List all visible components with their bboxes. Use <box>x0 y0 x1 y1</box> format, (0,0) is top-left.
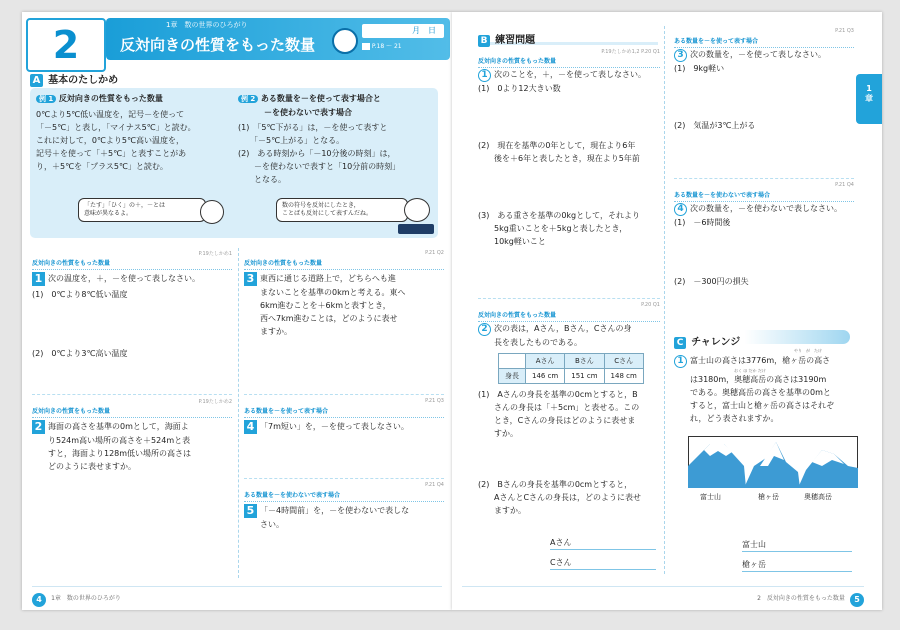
question-2-number: 2 <box>32 420 45 434</box>
section-b-title: 練習問題 <box>495 35 536 46</box>
question-2: 反対向きの性質をもった数量 P.19たしかめ2 2 海面の高さを基準の0mとして，海面よ り524m高い場所の高さを＋524mと表 すと，海面より128m低い場所の高さは どのように表せますか。 <box>32 399 232 471</box>
question-1: 反対向きの性質をもった数量 P.19たしかめ1 1 次の温度を，＋，－を使って表しなさい。 (1) 0℃より8℃低い温度 (2) 0℃より3℃高い温度 <box>32 251 232 358</box>
left-footer <box>32 586 442 603</box>
page-number-right: 5 <box>850 593 864 607</box>
practice-3-number: 3 <box>674 49 687 62</box>
question-4: ある数量を－を使って表す場合 P.21 Q3 4 「7m短い」を，－を使って表しなさい。 <box>244 398 444 433</box>
right-page <box>452 12 882 610</box>
section-c-title: チャレンジ <box>691 337 741 348</box>
question-1-number: 1 <box>32 272 45 286</box>
footer-text-left: 1章 数の世界のひろがり <box>51 595 121 602</box>
date-box[interactable]: 月 日 <box>362 24 444 38</box>
mountain-label-hotaka: 奥穂高岳 <box>804 493 832 501</box>
left-page <box>22 12 452 610</box>
section-a-letter: A <box>30 74 43 87</box>
speech-bubble-2: 数の符号を反対にしたとき， ことばも反対にして表すんだね。 <box>276 198 408 222</box>
chapter-label: 1章 数の世界のひろがり <box>166 21 248 29</box>
example-1-badge: 例 1 <box>36 95 56 103</box>
practice-1-number: 1 <box>478 69 491 82</box>
practice-4: ある数量を－を使わないで表す場合 P.21 Q4 4 次の数量を，－を使わないで表しなさい。 (1) －6時間後 (2) －300円の損失 <box>674 182 854 286</box>
question-3: 反対向きの性質をもった数量 P.21 Q2 3 東西に通じる道路上で，どちらへも進 まないことを基準の0kmと考える。東へ 6km進むことを＋6kmと表すとき， 西へ7km進むことは，どのように表せ ますか。 <box>244 250 444 336</box>
mountain-label-yari: 槍ヶ岳 <box>758 493 779 501</box>
section-c-letter: C <box>674 337 686 349</box>
challenge-ruby-2: おく ほ だか だけ <box>734 368 766 373</box>
answer-line-yari[interactable]: 槍ヶ岳 <box>742 558 852 572</box>
speech-bubble-1: 「たす」「ひく」の＋，－とは 意味が異なるよ。 <box>78 198 206 222</box>
practice-1: 反対向きの性質をもった数量 P.19たしかめ1,2 P.20 Q1 1 次のことを，＋，－を使って表しなさい。 (1) 0より12大きい数 (2) 現在を基準の0年として，現在より6年 後を＋6年と表したとき，現在より5年前 (3) ある重さを基準の0kgとして，それより 5kg重いことを＋5kgと表したとき， 10kg軽いこと <box>478 49 660 246</box>
practice-2: 反対向きの性質をもった数量 P.20 Q1 2 次の表は，Aさん，Bさん，Cさんの身 長を表したものである。 Aさん Bさん Cさん 身長 146 cm 151 cm 148 cm (1) Aさんの身長を基準の0cmとすると，B さんの身長は「＋5cm」と表せる。この とき，Cさんの身長はどのように表せま すか。 (2) Bさんの身長を基準の0cmとすると， AさんとCさんの身長は，どのように表せ ますか。 <box>478 302 660 515</box>
table-header-b: Bさん <box>565 354 604 369</box>
practice-3: ある数量を－を使って表す場合 P.21 Q3 3 次の数量を，－を使って表しなさい。 (1) 9kg軽い (2) 気温が3℃上がる <box>674 28 854 130</box>
mountain-label-fuji: 富士山 <box>700 493 721 501</box>
right-footer <box>462 586 864 603</box>
question-1-item-1: (1) 0℃より8℃低い温度 <box>32 290 128 299</box>
table-header-c: Cさん <box>604 354 643 369</box>
clock-icon <box>332 28 358 54</box>
book-icon <box>362 43 370 50</box>
practice-2-number: 2 <box>478 323 491 336</box>
section-b-letter: B <box>478 35 490 47</box>
practice-1-item-3: (3) ある重さを基準の0kgとして，それより 5kg重いことを＋5kgと表したとき， 10kg軽いこと <box>478 211 640 246</box>
basics-box <box>30 88 438 238</box>
practice-1-item-2: (2) 現在を基準の0年として，現在より6年 後を＋6年と表したとき，現在より5年前 <box>478 141 640 163</box>
practice-2-item-2: (2) Bさんの身長を基準の0cmとすると， AさんとCさんの身長は，どのように表せ ますか。 <box>478 480 642 515</box>
robot-base-icon <box>398 224 434 234</box>
challenge-1-number: 1 <box>674 355 687 368</box>
question-5-number: 5 <box>244 504 257 518</box>
chapter-number-box <box>26 18 106 72</box>
section-b-heading <box>478 28 658 45</box>
page-title: 反対向きの性質をもった数量 <box>120 36 316 54</box>
chapter-side-tab[interactable]: 1章 <box>856 74 882 124</box>
practice-3-item-1: (1) 9kg軽い <box>674 64 725 73</box>
challenge-ruby-1: やり が たけ <box>794 348 822 353</box>
question-5: ある数量を－を使わないで表す場合 P.21 Q4 5 「－4時間前」を，－を使わないで表しな さい。 <box>244 482 444 529</box>
example-1-title: 反対向きの性質をもった数量 <box>58 94 163 103</box>
column-divider-right <box>664 26 665 574</box>
chapter-header <box>22 12 452 68</box>
section-c-heading <box>674 330 850 348</box>
robot-icon <box>404 198 430 222</box>
practice-1-item-1: (1) 0より12大きい数 <box>478 84 561 93</box>
chapter-number: 2 <box>52 23 80 67</box>
answer-line-c[interactable]: Cさん <box>550 556 656 570</box>
practice-3-item-2: (2) 気温が3℃上がる <box>674 121 756 130</box>
question-3-number: 3 <box>244 272 257 286</box>
example-1 <box>36 92 226 173</box>
question-1-item-2: (2) 0℃より3℃高い温度 <box>32 349 128 358</box>
table-cell-a: 146 cm <box>526 369 565 384</box>
textbook-ref: P.18 ～ 21 <box>362 41 402 50</box>
table-cell-b: 151 cm <box>565 369 604 384</box>
answer-line-a[interactable]: Aさん <box>550 536 656 550</box>
section-a-heading <box>30 68 444 84</box>
section-a-title: 基本のたしかめ <box>48 75 119 86</box>
title-banner <box>106 18 450 60</box>
page-number-left: 4 <box>32 593 46 607</box>
practice-4-item-1: (1) －6時間後 <box>674 218 731 227</box>
question-4-number: 4 <box>244 420 257 434</box>
table-header-blank <box>499 354 526 369</box>
example-2-title: ある数量を－を使って表す場合と <box>260 94 381 103</box>
character-icon <box>200 200 224 224</box>
practice-2-item-1: (1) Aさんの身長を基準の0cmとすると，B さんの身長は「＋5cm」と表せる。この とき，Cさんの身長はどのように表せま すか。 <box>478 390 640 438</box>
example-2 <box>238 92 434 186</box>
example-2-text: (1) 「5℃下がる」は，－を使って表すと 「－5℃上がる」となる。 (2) ある時刻から「－10分後の時刻」は， －を使わないで表すと「10分前の時刻」 となる。 <box>238 123 401 184</box>
answer-line-fuji[interactable]: 富士山 <box>742 538 852 552</box>
footer-text-right: 2 反対向きの性質をもった数量 <box>757 595 845 602</box>
height-table <box>498 353 644 384</box>
example-1-text: 0℃より5℃低い温度を，記号－を使って 「－5℃」と表し，「マイナス5℃」と読む。 これに対して，0℃より5℃高い温度を， 記号＋を使って「＋5℃」と表すことがあ り，＋5℃を「プラス5℃」と読む。 <box>36 110 196 171</box>
challenge-1: やり が たけ 1 富士山の高さは3776m，槍ヶ岳の高さ おく ほ だか だけ は3180m，奥穂高岳の高さは3190m である。奥穂高岳の高さを基準の0mと すると，富士山と槍ヶ岳の高さはそれぞ れ，どう表されますか。 <box>674 348 856 425</box>
column-divider <box>238 248 239 578</box>
table-header-a: Aさん <box>526 354 565 369</box>
practice-4-item-2: (2) －300円の損失 <box>674 277 749 286</box>
mountain-illustration <box>688 436 858 488</box>
practice-4-number: 4 <box>674 203 687 216</box>
table-row-label: 身長 <box>499 369 526 384</box>
table-cell-c: 148 cm <box>604 369 643 384</box>
example-2-title-2: －を使わないで表す場合 <box>264 108 352 117</box>
example-2-badge: 例 2 <box>238 95 258 103</box>
